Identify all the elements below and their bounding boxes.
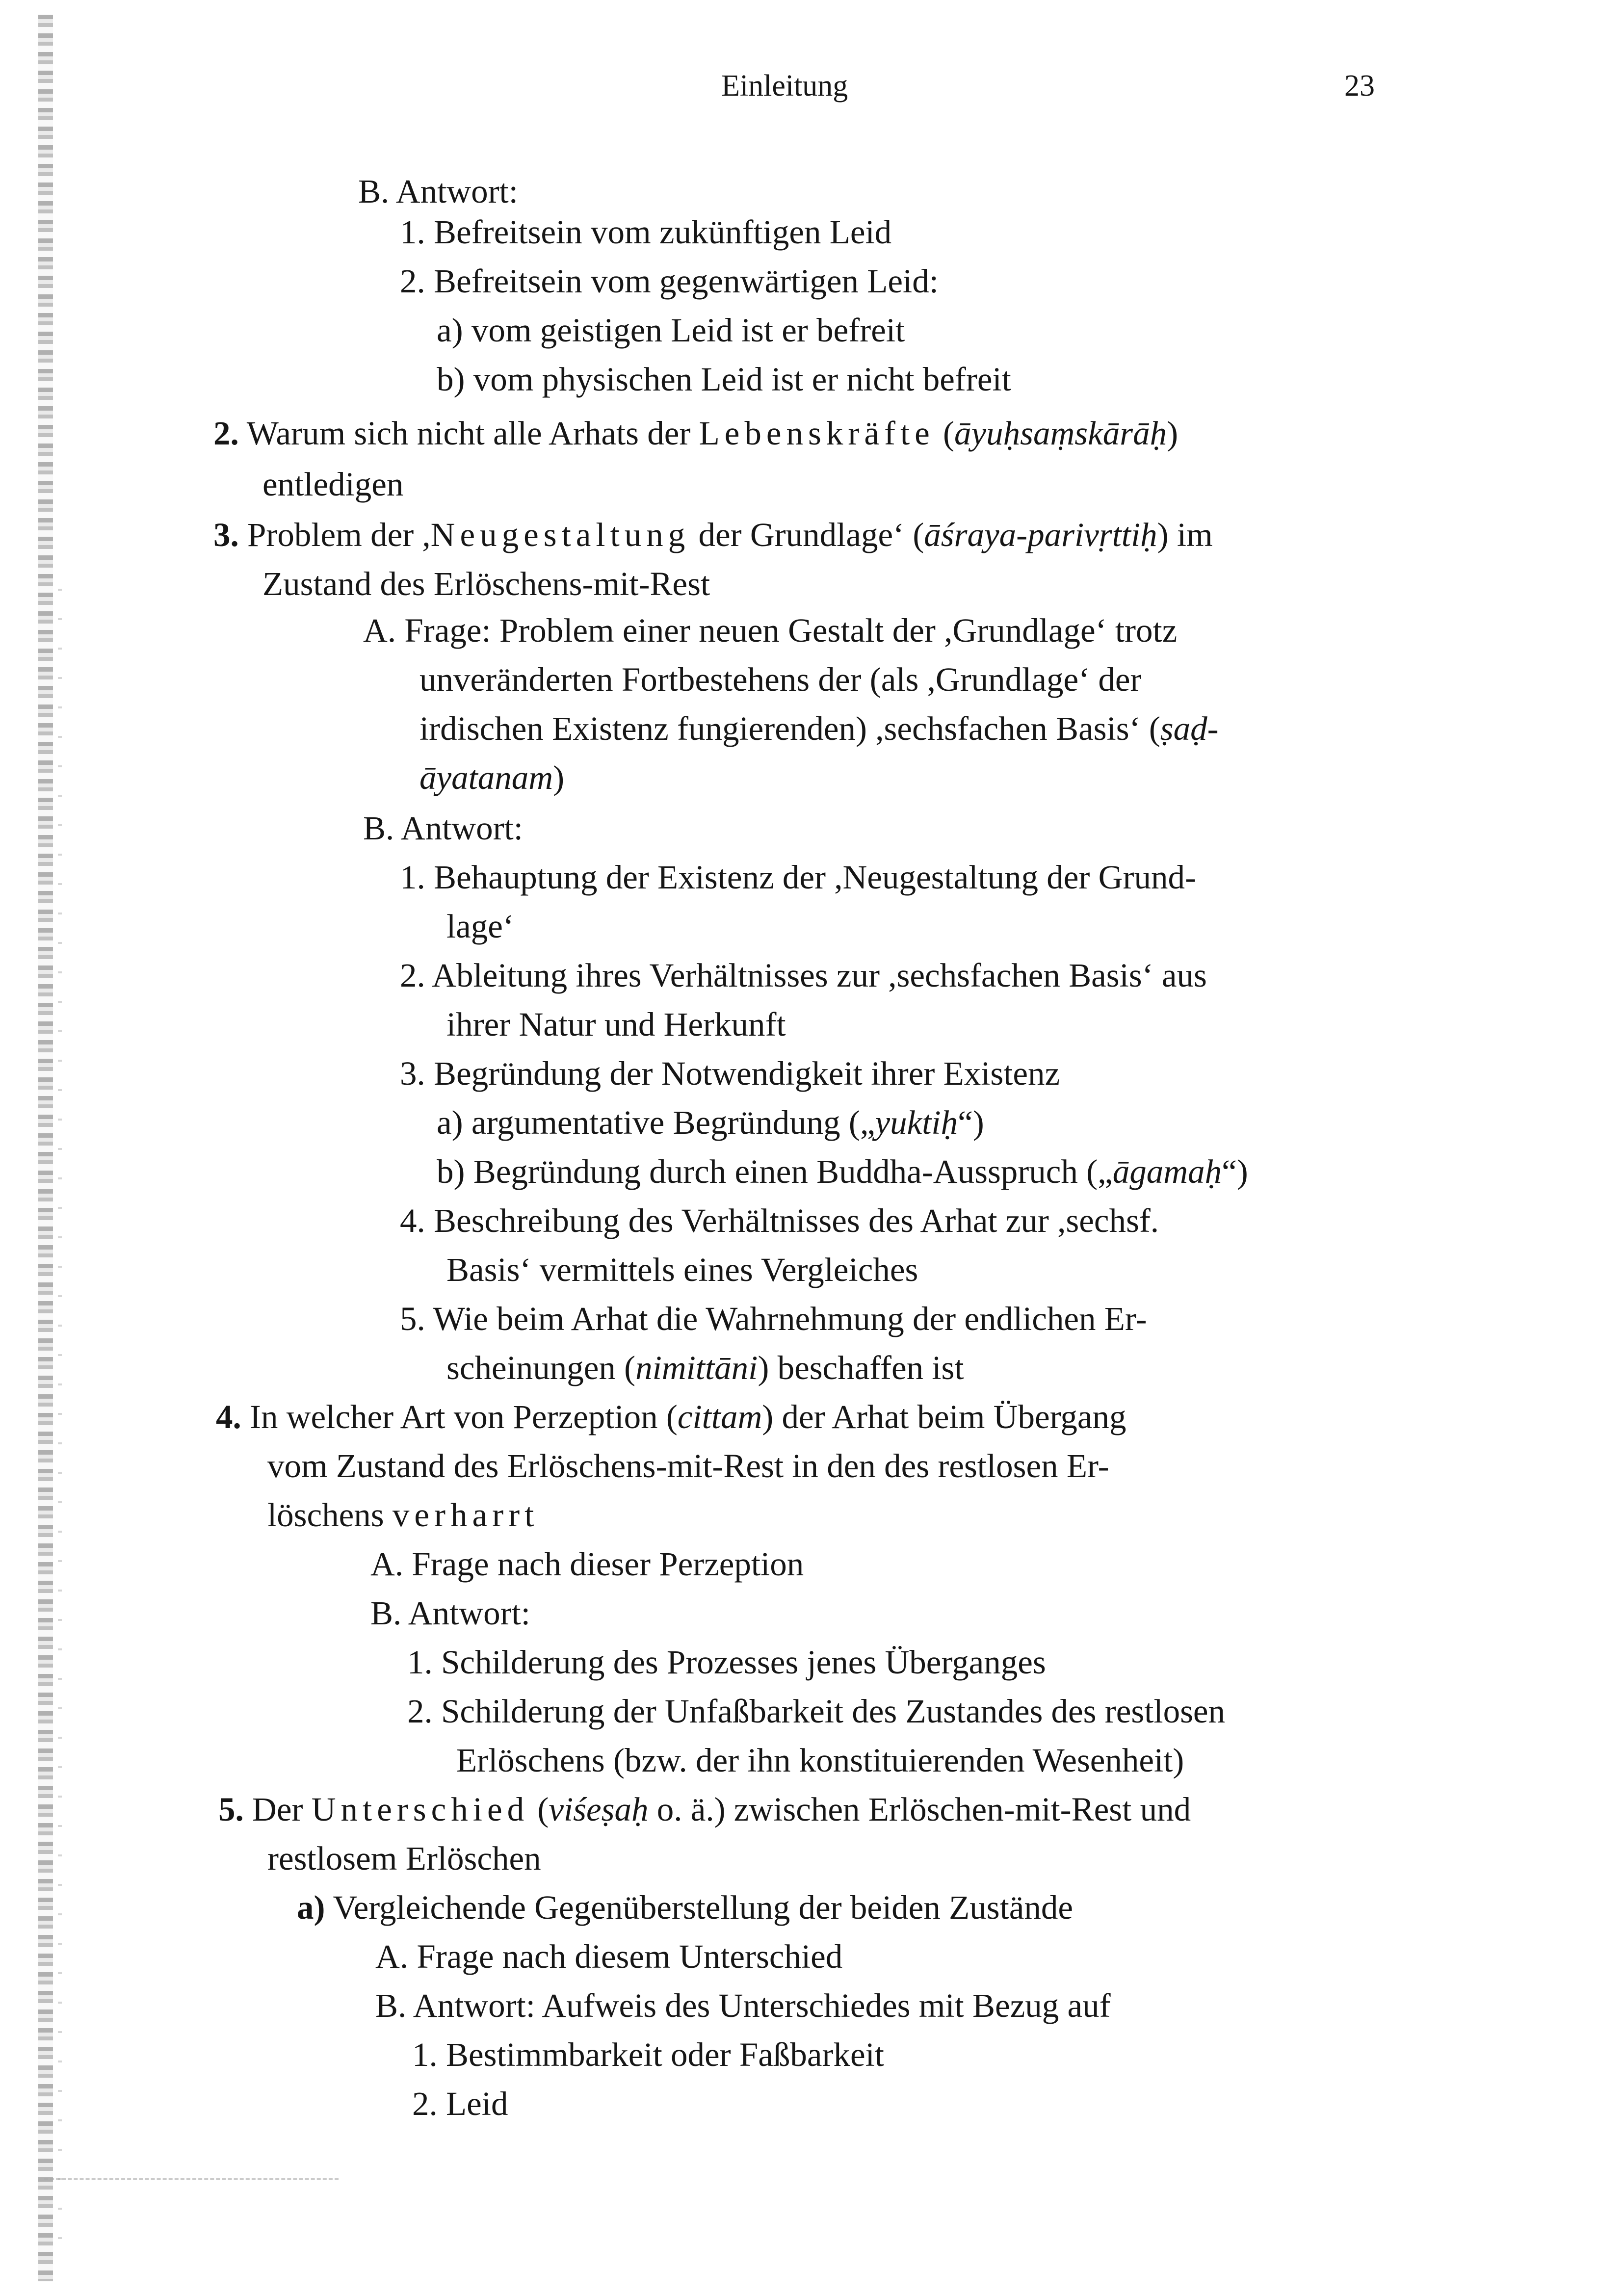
outline-line: 4. Beschreibung des Verhältnisses des Arhat zur ,sechsf. [400, 1202, 1159, 1239]
outline-line: restlosem Erlöschen [267, 1840, 541, 1877]
outline-line: 3. Begründung der Notwendigkeit ihrer Existenz [400, 1055, 1060, 1092]
outline-line: 2. Leid [412, 2085, 508, 2122]
outline-line: 5. Der Unterschied (viśeṣaḥ o. ä.) zwischen Erlöschen-mit-Rest und [218, 1791, 1191, 1828]
outline-line: Zustand des Erlöschens-mit-Rest [262, 565, 710, 602]
outline-line: löschens verharrt [267, 1496, 539, 1534]
outline-line: 1. Behauptung der Existenz der ,Neugestaltung der Grund- [400, 859, 1196, 896]
outline-line: A. Frage nach dieser Perzeption [370, 1545, 804, 1583]
outline-line: entledigen [262, 466, 404, 503]
outline-line: 5. Wie beim Arhat die Wahrnehmung der endlichen Er- [400, 1300, 1147, 1337]
scan-binding-edge [38, 15, 53, 2281]
outline-line: A. Frage: Problem einer neuen Gestalt der ,Grundlage‘ trotz [363, 612, 1178, 649]
outline-line: 1. Bestimmbarkeit oder Faßbarkeit [412, 2036, 884, 2073]
outline-line: ihrer Natur und Herkunft [446, 1006, 786, 1043]
outline-line: 1. Schilderung des Prozesses jenes Überganges [407, 1644, 1046, 1681]
scan-edge-specks [58, 589, 62, 2257]
outline-line: lage‘ [446, 908, 514, 945]
outline-line: B. Antwort: Aufweis des Unterschiedes mit Bezug auf [375, 1987, 1111, 2024]
outline-line: b) Begründung durch einen Buddha-Ausspruch („āgamaḥ“) [437, 1153, 1248, 1190]
outline-line: scheinungen (nimittāni) beschaffen ist [446, 1349, 964, 1386]
outline-line: āyatanam) [419, 759, 565, 796]
outline-line: a) argumentative Begründung („yuktiḥ“) [437, 1104, 984, 1141]
outline-line: Basis‘ vermittels eines Vergleiches [446, 1251, 918, 1288]
outline-line: A. Frage nach diesem Unterschied [375, 1938, 843, 1975]
outline-line: a) vom geistigen Leid ist er befreit [437, 312, 905, 349]
outline-line: 3. Problem der ,Neugestaltung der Grundlage‘ (āśraya-parivṛttiḥ) im [213, 516, 1213, 553]
outline-line: b) vom physischen Leid ist er nicht befreit [437, 361, 1011, 398]
scan-artifact-line [44, 2178, 339, 2180]
outline-line: 2. Warum sich nicht alle Arhats der Lebenskräfte (āyuḥsaṃskārāḥ) [213, 415, 1179, 452]
outline-line: 2. Befreitsein vom gegenwärtigen Leid: [400, 262, 939, 300]
page-number: 23 [1344, 69, 1375, 103]
outline-line: Erlöschens (bzw. der ihn konstituierenden Wesenheit) [456, 1742, 1184, 1779]
outline-line: unveränderten Fortbestehens der (als ,Grundlage‘ der [419, 661, 1142, 698]
running-header-title: Einleitung [721, 69, 848, 103]
outline-line: B. Antwort: [358, 173, 518, 210]
outline-line: vom Zustand des Erlöschens-mit-Rest in den des restlosen Er- [267, 1447, 1109, 1485]
outline-line: 4. In welcher Art von Perzeption (cittam) der Arhat beim Übergang [216, 1398, 1126, 1435]
outline-line: 2. Ableitung ihres Verhältnisses zur ,sechsfachen Basis‘ aus [400, 957, 1207, 994]
outline-line: irdischen Existenz fungierenden) ,sechsfachen Basis‘ (ṣaḍ- [419, 710, 1219, 747]
outline-line: B. Antwort: [370, 1594, 530, 1632]
outline-line: a) Vergleichende Gegenüberstellung der beiden Zustände [297, 1889, 1073, 1926]
outline-line: 1. Befreitsein vom zukünftigen Leid [400, 213, 892, 251]
outline-line: B. Antwort: [363, 809, 523, 847]
outline-line: 2. Schilderung der Unfaßbarkeit des Zustandes des restlosen [407, 1693, 1226, 1730]
